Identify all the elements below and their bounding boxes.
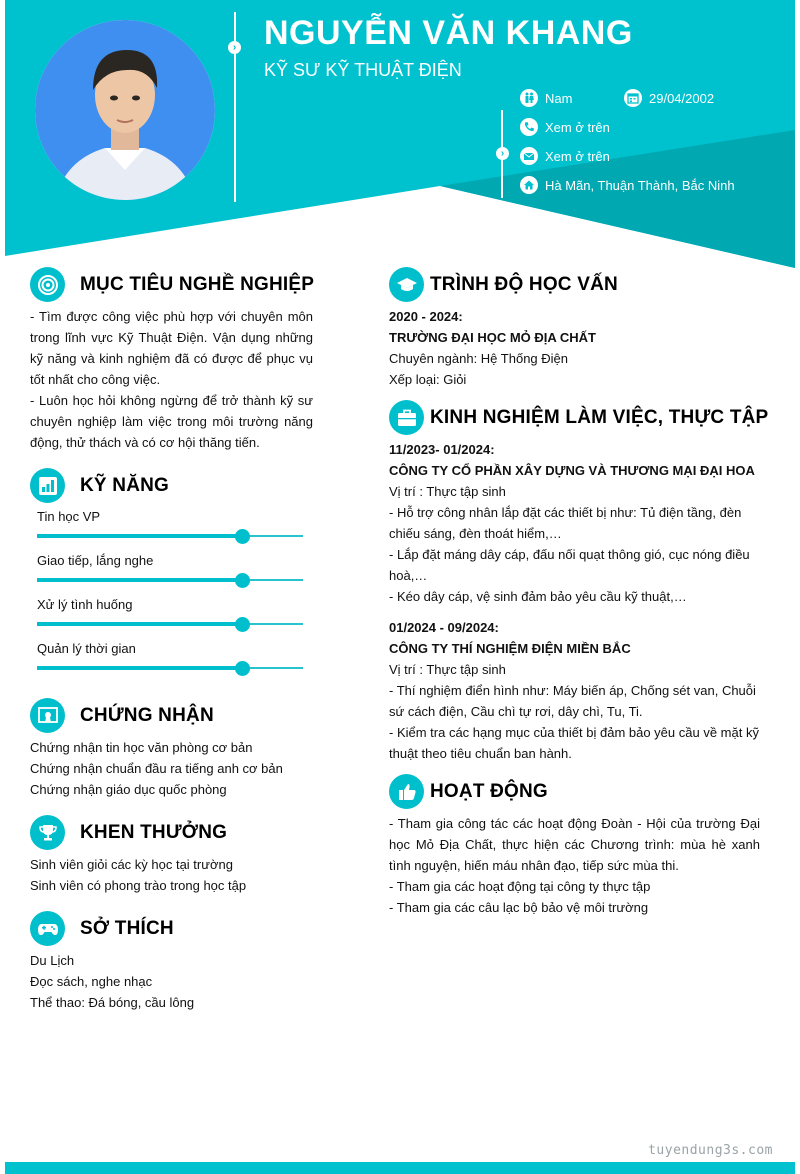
objective-line: - Luôn học hỏi không ngừng để trở thành kỹ sư chuyên nghiệp làm việc trong môi trường năng động, thử thách và có cơ hội thăng tiến. [30, 393, 313, 450]
chevron-right-icon: › [496, 147, 509, 160]
activity-item: - Tham gia công tác các hoạt động Đoàn - Hội của trường Đại học Mỏ Địa Chất, thực hiện các Chương trình: mùa hè xanh tình nguyện, hiến máu nhân đạo, tiếp sức mùa thi. [389, 816, 760, 873]
activity-item: - Tham gia các câu lạc bộ bảo vệ môi trường [389, 900, 649, 915]
home-icon [520, 176, 538, 194]
chevron-right-icon: › [228, 41, 241, 54]
awards-heading [30, 815, 227, 850]
hobbies-list [30, 950, 194, 1013]
mail-icon [520, 147, 538, 165]
experience-position: Vị trí : Thực tập sinh [389, 484, 506, 499]
hobbies-heading [30, 911, 174, 946]
skill-level-knob [235, 573, 250, 588]
certificate-item: Chứng nhận giáo dục quốc phòng [30, 782, 227, 797]
skill-label: Giao tiếp, lắng nghe [37, 553, 154, 568]
certificates-list [30, 737, 283, 800]
briefcase-icon [389, 400, 424, 435]
experience-heading [389, 400, 768, 435]
skill-label: Quản lý thời gian [37, 641, 136, 656]
skill-level-knob [235, 661, 250, 676]
target-icon [30, 267, 65, 302]
skill-item [37, 597, 303, 631]
education-grade: Xếp loại: Giỏi [389, 372, 467, 387]
objective-text [30, 306, 313, 453]
thumbs-up-icon [389, 774, 424, 809]
skill-level-knob [235, 529, 250, 544]
gender-info [520, 89, 572, 107]
skill-level-fill [37, 666, 242, 670]
gender-icon [520, 89, 538, 107]
gamepad-icon [30, 911, 65, 946]
calendar-icon [624, 89, 642, 107]
phone-value: Xem ở trên [545, 119, 610, 135]
skills-title: KỸ NĂNG [80, 474, 170, 496]
bar-chart-icon [30, 468, 65, 503]
certificates-title: CHỨNG NHẬN [80, 704, 214, 726]
experience-task: - Hỗ trợ công nhân lắp đặt các thiết bị như: Tủ điện tầng, đèn chiếu sáng, đèn thoát hiểm,… [389, 505, 742, 541]
certificates-heading [30, 698, 214, 733]
hobby-item: Đọc sách, nghe nhạc [30, 974, 153, 989]
email-info [520, 147, 610, 165]
skill-label: Xử lý tình huống [37, 597, 133, 612]
education-details [389, 306, 596, 390]
graduation-cap-icon [389, 267, 424, 302]
experience-task: - Kéo dây cáp, vệ sinh đảm bảo yêu cầu kỹ thuật,… [389, 589, 687, 604]
skill-level-bar [37, 661, 303, 675]
awards-list [30, 854, 246, 896]
activity-item: - Tham gia các hoạt động tại công ty thực tập [389, 879, 651, 894]
experience-item [389, 617, 760, 764]
awards-title: KHEN THƯỞNG [80, 821, 228, 843]
footer-bar [5, 1162, 795, 1174]
skill-level-bar [37, 573, 303, 587]
hobby-item: Du Lịch [30, 953, 75, 968]
skill-level-fill [37, 534, 242, 538]
skill-item [37, 553, 303, 587]
birthday-value: 29/04/2002 [649, 90, 715, 106]
phone-icon [520, 118, 538, 136]
education-major: Chuyên ngành: Hệ Thống Điện [389, 351, 568, 366]
experience-item [389, 439, 760, 607]
skill-level-fill [37, 622, 242, 626]
skill-level-bar [37, 529, 303, 543]
objective-title: MỤC TIÊU NGHỀ NGHIỆP [80, 273, 315, 295]
experience-position: Vị trí : Thực tập sinh [389, 662, 506, 677]
activities-title: HOẠT ĐỘNG [430, 780, 548, 802]
certificate-icon [30, 698, 65, 733]
skill-item [37, 509, 303, 543]
skill-item [37, 641, 303, 675]
birthday-info [624, 89, 714, 107]
experience-period: 11/2023- 01/2024: [389, 442, 495, 457]
objective-line: - Tìm được công việc phù hợp với chuyên môn trong lĩnh vực Kỹ Thuật Điện. Vận dụng những kỹ năng và kinh nghiệm đã có được để phục vụ tốt nhất cho công việc. [30, 309, 313, 387]
trophy-icon [30, 815, 65, 850]
experience-task: - Lắp đặt máng dây cáp, đấu nối quạt thông gió, cục nóng điều hoà,… [389, 547, 750, 583]
experience-period: 01/2024 - 09/2024: [389, 620, 499, 635]
address-info [520, 176, 735, 194]
hobbies-title: SỞ THÍCH [80, 917, 174, 939]
activities-list [389, 813, 760, 918]
award-item: Sinh viên có phong trào trong học tập [30, 878, 247, 893]
experience-company: CÔNG TY THÍ NGHIỆM ĐIỆN MIỀN BẮC [389, 641, 631, 656]
hobby-item: Thể thao: Đá bóng, cầu lông [30, 995, 195, 1010]
activities-heading [389, 774, 548, 809]
certificate-item: Chứng nhận tin học văn phòng cơ bản [30, 740, 253, 755]
skill-level-knob [235, 617, 250, 632]
address-value: Hà Mãn, Thuận Thành, Bắc Ninh [545, 177, 735, 193]
candidate-job-title: KỸ SƯ KỸ THUẬT ĐIỆN [264, 60, 462, 80]
experience-task: - Thí nghiệm điển hình như: Máy biến áp, Chống sét van, Chuỗi sứ cách điện, Cầu chì tự rơi, dây chì, Tu, Ti. [389, 683, 756, 719]
experience-title: KINH NGHIỆM LÀM VIỆC, THỰC TẬP [430, 406, 769, 428]
skill-level-bar [37, 617, 303, 631]
education-heading [389, 267, 618, 302]
skill-label: Tin học VP [37, 509, 101, 524]
watermark: tuyendung3s.com [648, 1143, 773, 1158]
education-period: 2020 - 2024: [389, 309, 463, 324]
candidate-name: NGUYỄN VĂN KHANG [264, 14, 633, 52]
skills-heading [30, 468, 169, 503]
skill-level-fill [37, 578, 242, 582]
award-item: Sinh viên giỏi các kỳ học tại trường [30, 857, 233, 872]
gender-value: Nam [545, 90, 573, 106]
experience-task: - Kiểm tra các hạng mục của thiết bị đảm bảo yêu cầu về mặt kỹ thuật theo tiêu chuẩn ban hành. [389, 725, 759, 761]
phone-info [520, 118, 610, 136]
experience-company: CÔNG TY CỔ PHẦN XÂY DỰNG VÀ THƯƠNG MẠI ĐẠI HOA [389, 463, 755, 478]
email-value: Xem ở trên [545, 148, 610, 164]
education-title: TRÌNH ĐỘ HỌC VẤN [430, 273, 618, 295]
education-school: TRƯỜNG ĐẠI HỌC MỎ ĐỊA CHẤT [389, 330, 596, 345]
objective-heading [30, 267, 314, 302]
certificate-item: Chứng nhận chuẩn đầu ra tiếng anh cơ bản [30, 761, 283, 776]
profile-photo [35, 20, 215, 200]
